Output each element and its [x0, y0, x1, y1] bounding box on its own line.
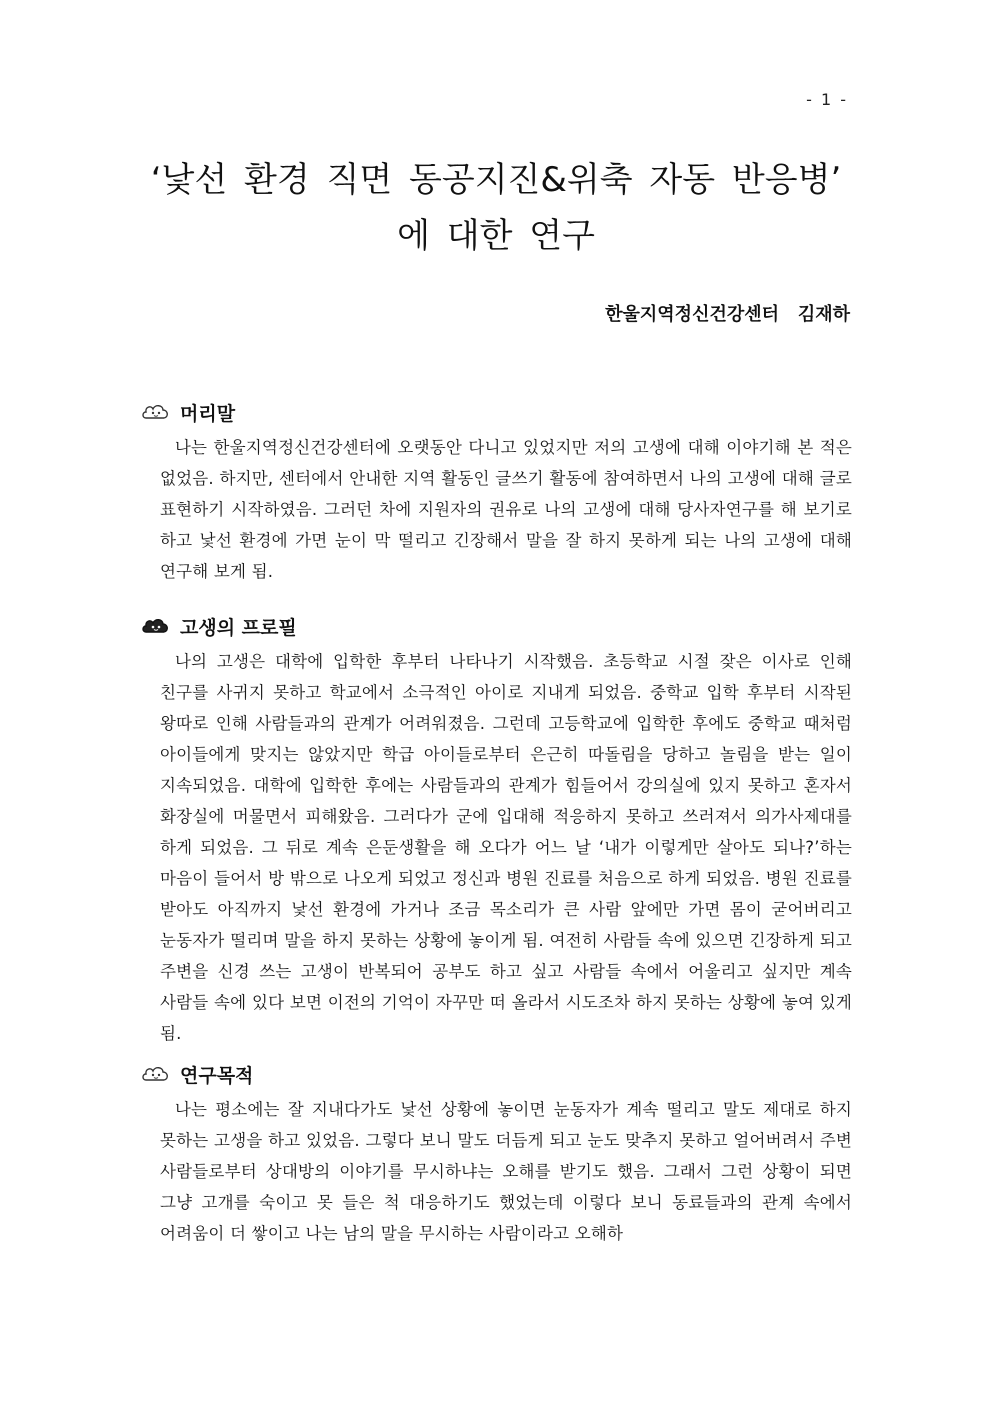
- section-hardship-profile: [140, 612, 852, 1049]
- section-heading-text: 연구목적: [180, 1064, 254, 1087]
- section-introduction: [140, 398, 852, 587]
- section-paragraph: 나의 고생은 대학에 입학한 후부터 나타나기 시작했음. 초등학교 시절 잦은 이사로 인해 친구를 사귀지 못하고 학교에서 소극적인 아이로 지내게 되었음. 중학교 입학 후부터 시작된 왕따로 인해 사람들과의 관계가 어려워졌음. 그런데 고등학교에 입학한 후에도 중학교 때처럼 아이들에게 맞지는 않았지만 학급 아이들로부터 은근히 따돌림을 당하고 놀림을 받는 일이 지속되었음. 대학에 입학한 후에는 사람들과의 관계가 힘들어서 강의실에 있지 못하고 혼자서 화장실에 머물면서 피해왔음. 그러다가 군에 입대해 적응하지 못하고 쓰러져서 의가사제대를 하게 되었음. 그 뒤로 계속 은둔생활을 해 오다가 어느 날 ‘내가 이렇게만 살아도 되나?’하는 마음이 들어서 방 밖으로 나오게 되었고 정신과 병원 진료를 처음으로 하게 되었음. 병원 진료를 받아도 아직까지 낯선 환경에 가거나 조금 목소리가 큰 사람 앞에만 가면 몸이 굳어버리고 눈동자가 떨리며 말을 하지 못하는 상황에 놓이게 됨. 여전히 사람들 속에 있으면 긴장하게 되고 주변을 신경 쓰는 고생이 반복되어 공부도 하고 싶고 사람들 속에서 어울리고 싶지만 계속 사람들 속에 있다 보면 이전의 기억이 자꾸만 떠 올라서 시도조차 하지 못하는 상황에 놓여 있게 됨.: [160, 652, 853, 1043]
- section-heading: [140, 612, 852, 640]
- page-number: - 1 -: [806, 90, 848, 109]
- author-name: 김재하: [797, 304, 850, 325]
- section-research-purpose: [140, 1060, 852, 1249]
- title-line-2: 에 대한 연구: [397, 216, 595, 256]
- section-heading: [140, 398, 852, 426]
- title-line-1: ‘낯선 환경 직면 동공지진&위축 자동 반응병’: [150, 160, 842, 200]
- author-affiliation: 한울지역정신건강센터: [605, 304, 780, 325]
- cloud-face-outline-icon: [140, 1062, 172, 1086]
- document-title: [0, 152, 992, 264]
- cloud-face-outline-icon: [140, 400, 172, 424]
- section-paragraph: 나는 평소에는 잘 지내다가도 낯선 상황에 놓이면 눈동자가 계속 떨리고 말도 제대로 하지 못하는 고생을 하고 있었음. 그렇다 보니 말도 더듬게 되고 눈도 맞추지 못하고 얼어버려서 주변 사람들로부터 상대방의 이야기를 무시하냐는 오해를 받기도 했음. 그래서 그런 상황이 되면 그냥 고개를 숙이고 못 들은 척 대응하기도 했었는데 이렇다 보니 동료들과의 관계 속에서 어려움이 더 쌓이고 나는 남의 말을 무시하는 사람이라고 오해하: [160, 1100, 852, 1243]
- section-paragraph: 나는 한울지역정신건강센터에 오랫동안 다니고 있었지만 저의 고생에 대해 이야기해 본 적은 없었음. 하지만, 센터에서 안내한 지역 활동인 글쓰기 활동에 참여하면서 나의 고생에 대해 글로 표현하기 시작하였음. 그러던 차에 지원자의 권유로 나의 고생에 대해 당사자연구를 해 보기로 하고 낯선 환경에 가면 눈이 막 떨리고 긴장해서 말을 잘 하지 못하게 되는 나의 고생에 대해 연구해 보게 됨.: [160, 438, 852, 581]
- section-heading-text: 고생의 프로필: [180, 616, 297, 639]
- section-heading-text: 머리말: [180, 402, 236, 425]
- section-heading: [140, 1060, 852, 1088]
- author-line: [605, 300, 850, 326]
- cloud-face-filled-icon: [140, 614, 172, 638]
